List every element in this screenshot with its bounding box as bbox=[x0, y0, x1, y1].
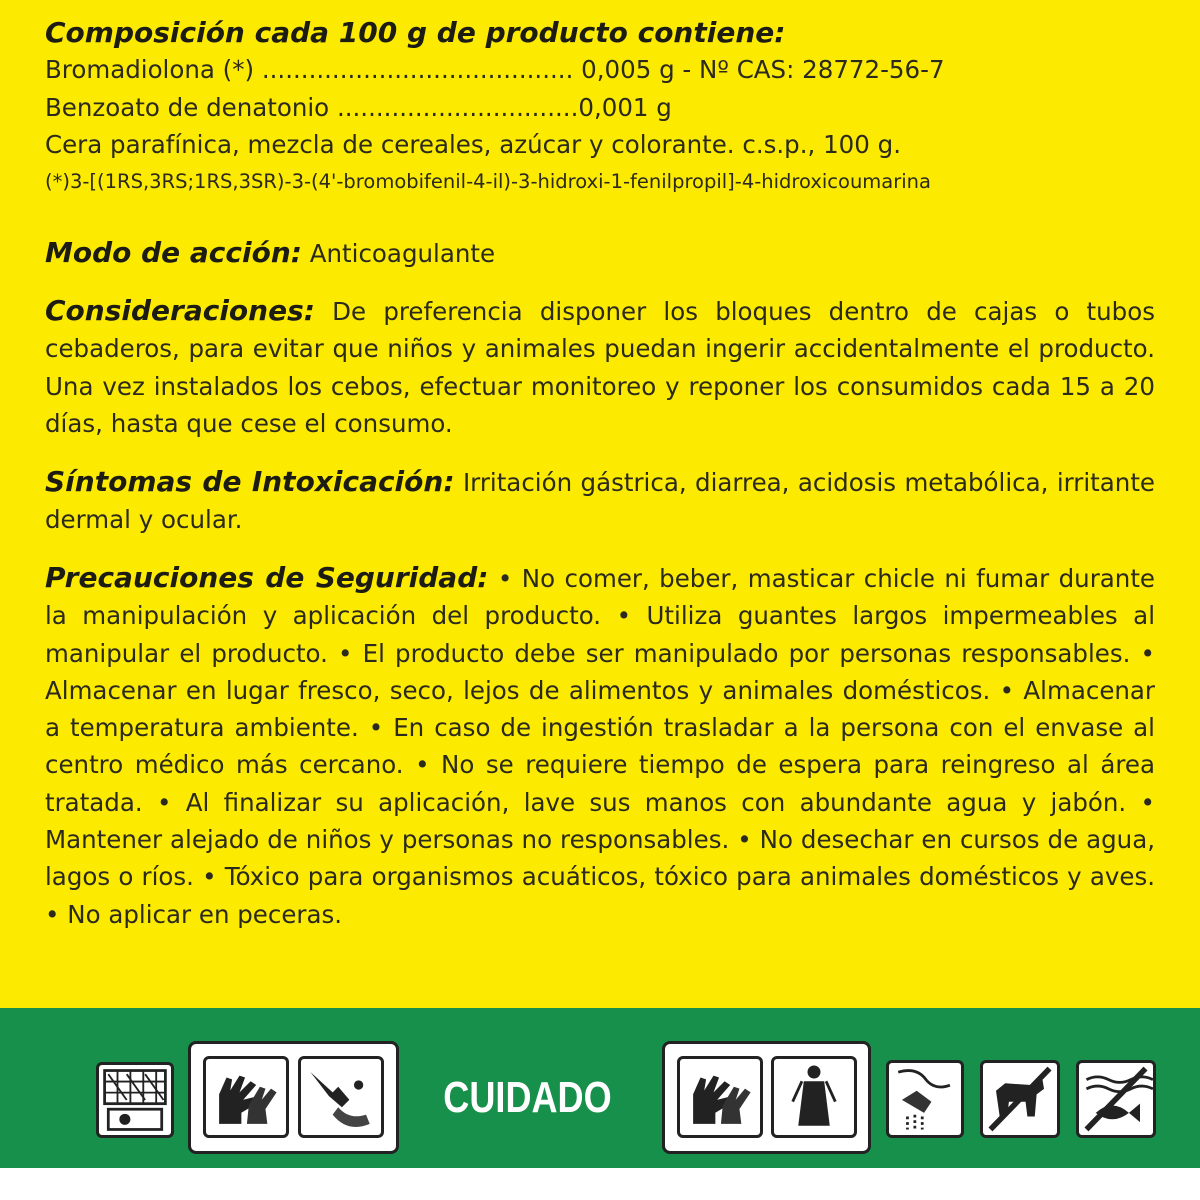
precautions-section bbox=[45, 559, 1155, 933]
mode-title: Modo de acción: bbox=[45, 236, 302, 269]
bottom-margin bbox=[0, 1168, 1200, 1200]
composition-footnote: (*)3-[(1RS,3RS;1RS,3SR)-3-(4'-bromobifenil-4-il)-3-hidroxi-1-fenilpropil]-4-hidroxicoumarina bbox=[45, 170, 931, 194]
precautions-title: Precauciones de Seguridad: bbox=[45, 561, 489, 594]
mode-text: Anticoagulante bbox=[309, 239, 496, 268]
warning-label: CUIDADO bbox=[443, 1073, 612, 1122]
composition-line-cera: Cera parafínica, mezcla de cereales, azúcar y colorante. c.s.p., 100 g. bbox=[45, 129, 901, 159]
gloves-pictogram-icon bbox=[677, 1056, 763, 1138]
composition-title: Composición cada 100 g de producto contiene: bbox=[45, 16, 786, 49]
precautions-text: • No comer, beber, masticar chicle ni fumar durante la manipulación y aplicación del producto. • Utiliza guantes largos impermeables al manipular el producto. • El producto debe ser manipulado por personas responsables. • Almacenar en lugar fresco, seco, lejos de alimentos y animales domésticos. • Almacenar a temperatura ambiente. • En caso de ingestión trasladar a la persona con el envase al centro médico más cercano. • No se requiere tiempo de espera para reingreso al área tratada. • Al finalizar su aplicación, lave sus manos con abundante agua y jabón. • Mantener alejado de niños y personas no responsables. • No desechar en cursos de agua, lagos o ríos. • Tóxico para organismos acuáticos, tóxico para animales domésticos y aves. • No aplicar en peceras. bbox=[45, 564, 1155, 929]
symptoms-title: Síntomas de Intoxicación: bbox=[45, 465, 455, 498]
composition-line-bromadiolona: Bromadiolona (*) ........................................ 0,005 g - Nº CAS: 28772-56-7 bbox=[45, 55, 945, 85]
composition-line-denatonio: Benzoato de denatonio ...............................0,001 g bbox=[45, 92, 672, 122]
considerations-section bbox=[45, 292, 1155, 442]
considerations-text: De preferencia disponer los bloques dentro de cajas o tubos cebaderos, para evitar que niños y animales puedan ingerir accidentalmente el producto. Una vez instalados los cebos, efectuar monitoreo y reponer los consumidos cada 15 a 20 días, hasta que cese el consumo. bbox=[45, 297, 1155, 438]
symptoms-section bbox=[45, 463, 1155, 539]
considerations-title: Consideraciones: bbox=[45, 294, 315, 327]
gloves-pictogram-icon bbox=[203, 1056, 289, 1138]
no-fish-pictogram-icon bbox=[1076, 1060, 1156, 1138]
no-animals-pictogram-icon bbox=[980, 1060, 1060, 1138]
storage-lock-pictogram-icon bbox=[96, 1062, 174, 1138]
apron-pictogram-icon bbox=[771, 1056, 857, 1138]
mode-section bbox=[45, 234, 1155, 272]
wash-hands-pictogram-icon bbox=[886, 1060, 964, 1138]
symptoms-text: Irritación gástrica, diarrea, acidosis metabólica, irritante dermal y ocular. bbox=[45, 468, 1155, 535]
hand-application-pictogram-icon bbox=[298, 1056, 384, 1138]
composition-section bbox=[45, 14, 1155, 200]
